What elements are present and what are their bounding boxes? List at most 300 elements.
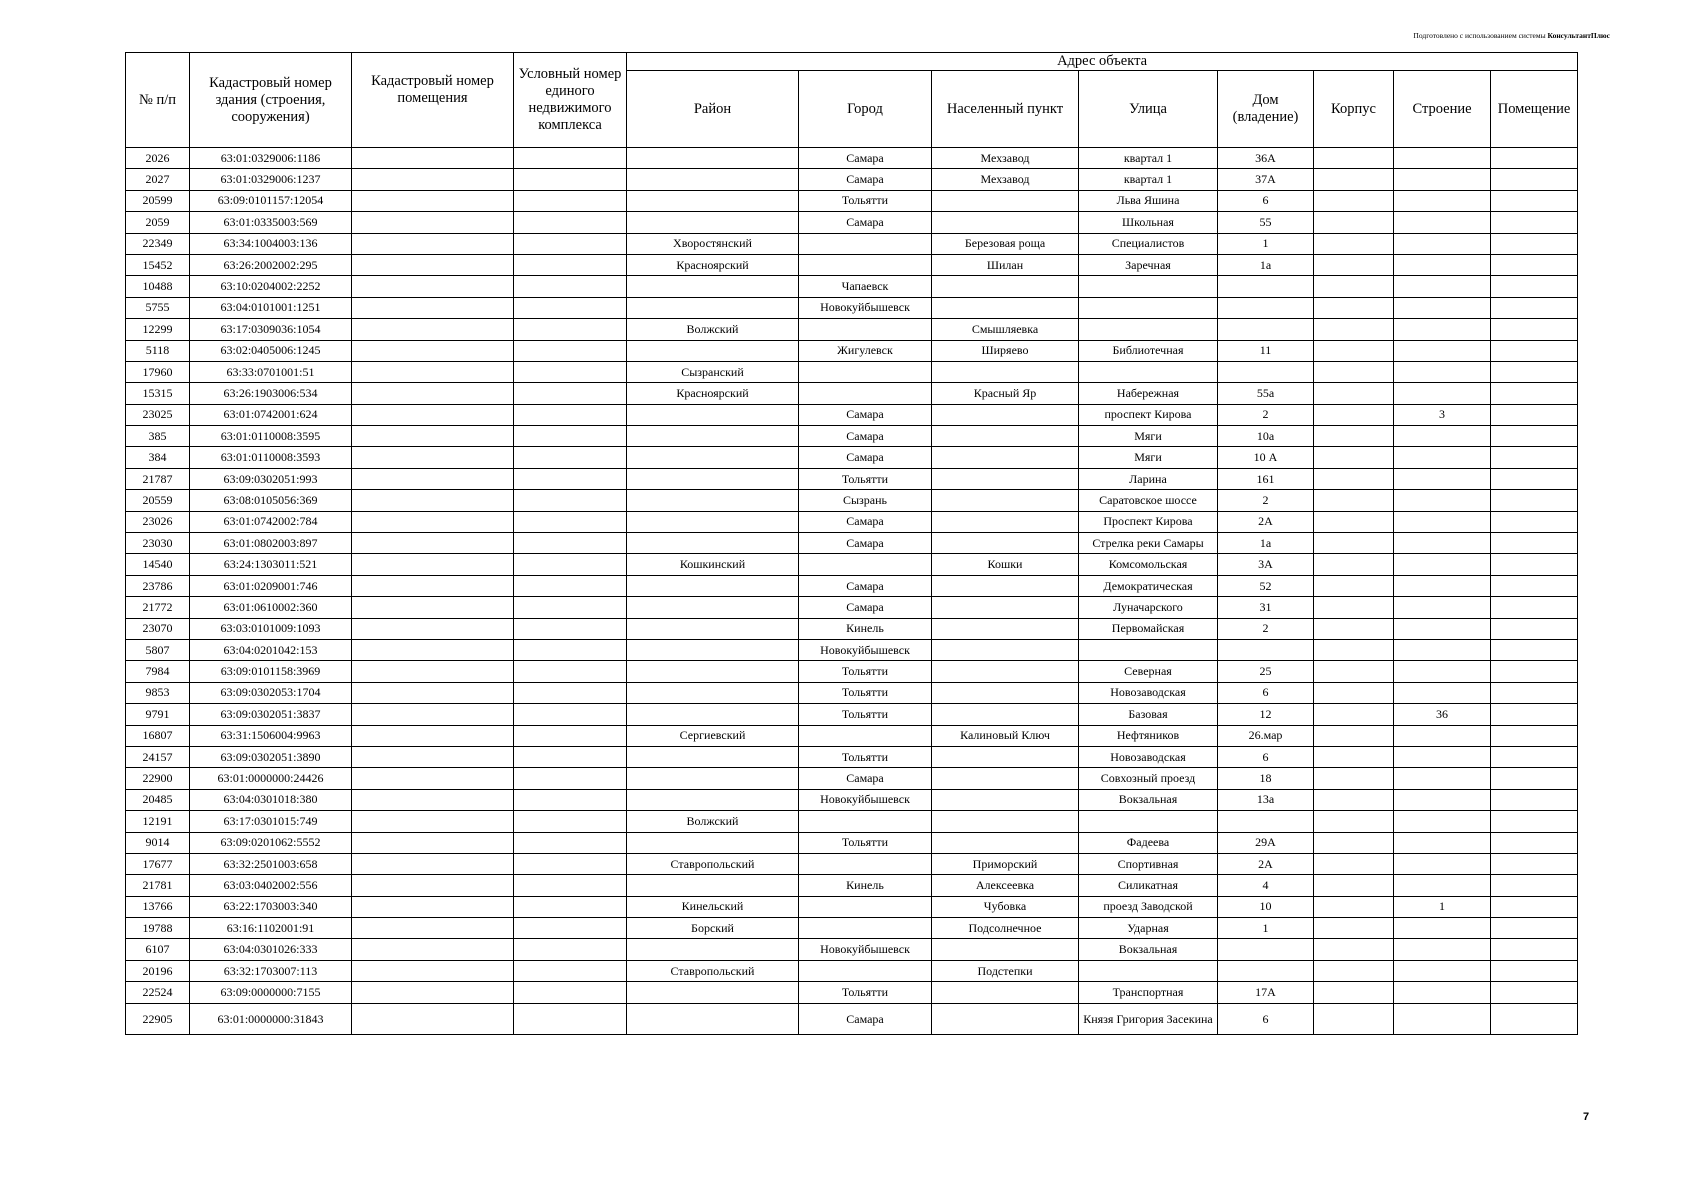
cell-house: 2 [1218, 404, 1314, 425]
cell-settlement [932, 639, 1079, 660]
table-row [126, 661, 1578, 682]
table-row [126, 746, 1578, 767]
table-row [126, 768, 1578, 789]
cell-korpus [1314, 618, 1394, 639]
cell-cond-number [514, 746, 627, 767]
cell-city: Самара [799, 404, 932, 425]
cell-settlement: Чубовка [932, 896, 1079, 917]
cell-house: 18 [1218, 768, 1314, 789]
cell-cad-building: 63:09:0302051:3890 [190, 746, 352, 767]
cell-cad-premise [352, 661, 514, 682]
cell-city: Сызрань [799, 490, 932, 511]
cell-street [1079, 960, 1218, 981]
cell-street: Северная [1079, 661, 1218, 682]
cell-room [1491, 212, 1578, 233]
cell-city: Тольятти [799, 704, 932, 725]
cell-house: 2А [1218, 853, 1314, 874]
cell-cad-premise [352, 725, 514, 746]
cell-building [1394, 340, 1491, 361]
cell-cad-building: 63:04:0301026:333 [190, 939, 352, 960]
cell-room [1491, 746, 1578, 767]
cell-cad-premise [352, 618, 514, 639]
cell-street: Комсомольская [1079, 554, 1218, 575]
cell-cond-number [514, 447, 627, 468]
cell-street: Базовая [1079, 704, 1218, 725]
cell-room [1491, 190, 1578, 211]
table-row [126, 639, 1578, 660]
cell-district: Красноярский [627, 254, 799, 275]
cadastral-objects-table [125, 52, 1578, 1035]
cell-settlement [932, 1003, 1079, 1034]
cell-korpus [1314, 404, 1394, 425]
cell-room [1491, 939, 1578, 960]
cell-room [1491, 896, 1578, 917]
cell-num: 17677 [126, 853, 190, 874]
cell-room [1491, 575, 1578, 596]
cell-settlement [932, 768, 1079, 789]
cell-house: 1 [1218, 918, 1314, 939]
cell-district [627, 190, 799, 211]
cell-building [1394, 661, 1491, 682]
cell-street: Новозаводская [1079, 682, 1218, 703]
cell-building [1394, 575, 1491, 596]
cell-district [627, 639, 799, 660]
cell-house: 10 [1218, 896, 1314, 917]
cell-building [1394, 725, 1491, 746]
cell-cad-premise [352, 789, 514, 810]
cell-house: 52 [1218, 575, 1314, 596]
col-header-city: Город [799, 71, 932, 148]
cell-cad-premise [352, 896, 514, 917]
cell-house: 6 [1218, 190, 1314, 211]
cell-house [1218, 811, 1314, 832]
cell-cond-number [514, 896, 627, 917]
cell-cond-number [514, 725, 627, 746]
table-row [126, 725, 1578, 746]
cell-cond-number [514, 319, 627, 340]
table-row [126, 276, 1578, 297]
cell-city: Самара [799, 511, 932, 532]
cell-cad-building: 63:09:0302051:3837 [190, 704, 352, 725]
cell-building [1394, 682, 1491, 703]
cell-settlement [932, 276, 1079, 297]
cell-room [1491, 297, 1578, 318]
cell-building [1394, 832, 1491, 853]
cell-district [627, 768, 799, 789]
cell-city: Тольятти [799, 746, 932, 767]
cell-cad-premise [352, 276, 514, 297]
cell-num: 23786 [126, 575, 190, 596]
cell-cad-premise [352, 811, 514, 832]
cell-house: 10 А [1218, 447, 1314, 468]
cell-room [1491, 960, 1578, 981]
col-header-address-group: Адрес объекта [627, 53, 1578, 71]
cell-cond-number [514, 918, 627, 939]
col-header-cad-building: Кадастровый номер здания (строения, сооружения) [190, 53, 352, 148]
cell-room [1491, 468, 1578, 489]
cell-street [1079, 811, 1218, 832]
table-row [126, 319, 1578, 340]
cell-district [627, 1003, 799, 1034]
cell-room [1491, 789, 1578, 810]
cell-settlement [932, 447, 1079, 468]
cell-cad-building: 63:01:0802003:897 [190, 533, 352, 554]
cell-district: Хворостянский [627, 233, 799, 254]
col-header-korpus: Корпус [1314, 71, 1394, 148]
cell-cad-premise [352, 832, 514, 853]
cell-district [627, 148, 799, 169]
table-row [126, 490, 1578, 511]
cell-district: Ставропольский [627, 853, 799, 874]
cell-korpus [1314, 1003, 1394, 1034]
cell-korpus [1314, 276, 1394, 297]
cell-cad-premise [352, 297, 514, 318]
cell-num: 15452 [126, 254, 190, 275]
cell-district [627, 939, 799, 960]
cell-street: квартал 1 [1079, 148, 1218, 169]
cell-cad-building: 63:04:0101001:1251 [190, 297, 352, 318]
cell-cad-building: 63:32:2501003:658 [190, 853, 352, 874]
cell-settlement [932, 982, 1079, 1003]
watermark-brand: КонсультантПлюс [1547, 31, 1610, 40]
cell-city: Самара [799, 169, 932, 190]
cell-cad-building: 63:31:1506004:9963 [190, 725, 352, 746]
cell-settlement [932, 746, 1079, 767]
cell-building [1394, 490, 1491, 511]
cell-cad-premise [352, 1003, 514, 1034]
cell-cond-number [514, 853, 627, 874]
table-row [126, 340, 1578, 361]
cell-street: Князя Григория Засекина [1079, 1003, 1218, 1034]
cell-cad-premise [352, 704, 514, 725]
cell-korpus [1314, 212, 1394, 233]
cell-settlement [932, 490, 1079, 511]
cell-cond-number [514, 982, 627, 1003]
cell-house: 13а [1218, 789, 1314, 810]
cell-district: Волжский [627, 811, 799, 832]
cell-building [1394, 918, 1491, 939]
cell-building [1394, 233, 1491, 254]
cell-district [627, 404, 799, 425]
cell-settlement: Кошки [932, 554, 1079, 575]
cell-street [1079, 361, 1218, 382]
cell-street [1079, 639, 1218, 660]
cell-house: 4 [1218, 875, 1314, 896]
cell-num: 16807 [126, 725, 190, 746]
cell-num: 22524 [126, 982, 190, 1003]
cell-settlement [932, 704, 1079, 725]
cell-cad-building: 63:09:0101158:3969 [190, 661, 352, 682]
cell-city: Чапаевск [799, 276, 932, 297]
cell-korpus [1314, 939, 1394, 960]
cell-num: 23030 [126, 533, 190, 554]
cell-cond-number [514, 297, 627, 318]
cell-cond-number [514, 426, 627, 447]
col-header-num: № п/п [126, 53, 190, 148]
cell-num: 5118 [126, 340, 190, 361]
cell-house [1218, 319, 1314, 340]
cell-city [799, 896, 932, 917]
cell-cad-building: 63:24:1303011:521 [190, 554, 352, 575]
cell-street: Первомайская [1079, 618, 1218, 639]
cell-cad-premise [352, 746, 514, 767]
cell-cad-building: 63:09:0302053:1704 [190, 682, 352, 703]
cell-cond-number [514, 468, 627, 489]
cell-cad-premise [352, 875, 514, 896]
cell-room [1491, 533, 1578, 554]
cell-cad-building: 63:09:0302051:993 [190, 468, 352, 489]
cell-num: 5755 [126, 297, 190, 318]
cell-room [1491, 404, 1578, 425]
cell-cond-number [514, 533, 627, 554]
cell-korpus [1314, 682, 1394, 703]
cell-cond-number [514, 704, 627, 725]
cell-settlement: Калиновый Ключ [932, 725, 1079, 746]
table-row [126, 383, 1578, 404]
cell-city: Самара [799, 533, 932, 554]
cell-city: Самара [799, 148, 932, 169]
cell-district [627, 746, 799, 767]
cell-settlement [932, 361, 1079, 382]
cell-building [1394, 319, 1491, 340]
cell-cad-premise [352, 554, 514, 575]
col-header-street: Улица [1079, 71, 1218, 148]
cell-cond-number [514, 190, 627, 211]
cell-cad-building: 63:03:0402002:556 [190, 875, 352, 896]
cell-district [627, 533, 799, 554]
cell-district [627, 661, 799, 682]
cell-district [627, 875, 799, 896]
cell-district: Волжский [627, 319, 799, 340]
cell-house: 11 [1218, 340, 1314, 361]
table-row [126, 575, 1578, 596]
cell-district [627, 297, 799, 318]
cell-district [627, 426, 799, 447]
cell-district [627, 511, 799, 532]
cell-building: 1 [1394, 896, 1491, 917]
cell-building [1394, 276, 1491, 297]
cell-num: 2027 [126, 169, 190, 190]
cell-korpus [1314, 233, 1394, 254]
cell-room [1491, 661, 1578, 682]
table-row [126, 554, 1578, 575]
table-row [126, 212, 1578, 233]
cell-cad-building: 63:01:0000000:24426 [190, 768, 352, 789]
cell-street [1079, 276, 1218, 297]
cell-cad-building: 63:01:0329006:1237 [190, 169, 352, 190]
table-row [126, 169, 1578, 190]
cell-cad-building: 63:10:0204002:2252 [190, 276, 352, 297]
cell-settlement: Березовая роща [932, 233, 1079, 254]
cell-city: Жигулевск [799, 340, 932, 361]
cell-num: 6107 [126, 939, 190, 960]
cell-city: Тольятти [799, 682, 932, 703]
cell-settlement [932, 811, 1079, 832]
cell-cad-premise [352, 918, 514, 939]
cell-building [1394, 447, 1491, 468]
cell-building [1394, 212, 1491, 233]
cell-street: Спортивная [1079, 853, 1218, 874]
cell-city: Самара [799, 1003, 932, 1034]
cell-street: Транспортная [1079, 982, 1218, 1003]
cell-num: 21787 [126, 468, 190, 489]
cell-settlement: Красный Яр [932, 383, 1079, 404]
cell-street: Ударная [1079, 918, 1218, 939]
cell-house: 3А [1218, 554, 1314, 575]
cell-street: Луначарского [1079, 597, 1218, 618]
cell-cond-number [514, 404, 627, 425]
cell-cad-premise [352, 212, 514, 233]
table-row [126, 148, 1578, 169]
cell-street: Демократическая [1079, 575, 1218, 596]
cell-cad-building: 63:09:0000000:7155 [190, 982, 352, 1003]
cell-settlement [932, 404, 1079, 425]
cell-city: Новокуйбышевск [799, 297, 932, 318]
cell-house: 2 [1218, 490, 1314, 511]
cell-cad-building: 63:17:0301015:749 [190, 811, 352, 832]
cell-building [1394, 875, 1491, 896]
cell-cond-number [514, 148, 627, 169]
cell-cad-building: 63:01:0110008:3595 [190, 426, 352, 447]
cell-room [1491, 554, 1578, 575]
cell-street: Ларина [1079, 468, 1218, 489]
cell-street: Мяги [1079, 426, 1218, 447]
cell-korpus [1314, 896, 1394, 917]
cell-city: Тольятти [799, 982, 932, 1003]
table-row [126, 939, 1578, 960]
table-header [126, 53, 1578, 148]
cell-settlement [932, 789, 1079, 810]
cell-num: 19788 [126, 918, 190, 939]
cell-room [1491, 618, 1578, 639]
cell-building [1394, 960, 1491, 981]
cell-house: 2А [1218, 511, 1314, 532]
cell-cad-building: 63:09:0101157:12054 [190, 190, 352, 211]
table-row [126, 618, 1578, 639]
cell-cad-building: 63:01:0110008:3593 [190, 447, 352, 468]
cell-street: Библиотечная [1079, 340, 1218, 361]
cell-settlement [932, 832, 1079, 853]
cell-house [1218, 939, 1314, 960]
cell-cad-premise [352, 768, 514, 789]
cell-street: Проспект Кирова [1079, 511, 1218, 532]
cell-cad-building: 63:01:0335003:569 [190, 212, 352, 233]
cell-cad-premise [352, 233, 514, 254]
cell-street: Школьная [1079, 212, 1218, 233]
cell-house: 31 [1218, 597, 1314, 618]
cell-house: 55а [1218, 383, 1314, 404]
cell-cad-building: 63:17:0309036:1054 [190, 319, 352, 340]
cell-cond-number [514, 618, 627, 639]
cell-cad-premise [352, 511, 514, 532]
cell-num: 22349 [126, 233, 190, 254]
cell-cond-number [514, 811, 627, 832]
cell-korpus [1314, 426, 1394, 447]
cell-street: Стрелка реки Самары [1079, 533, 1218, 554]
table-row [126, 426, 1578, 447]
cell-room [1491, 682, 1578, 703]
cell-cad-building: 63:26:1903006:534 [190, 383, 352, 404]
cell-settlement [932, 533, 1079, 554]
cell-cad-premise [352, 169, 514, 190]
cell-city: Тольятти [799, 468, 932, 489]
cell-cad-premise [352, 533, 514, 554]
col-header-house: Дом (владение) [1218, 71, 1314, 148]
cell-street: Заречная [1079, 254, 1218, 275]
table-row [126, 918, 1578, 939]
cell-korpus [1314, 575, 1394, 596]
cell-cad-premise [352, 404, 514, 425]
cell-settlement [932, 618, 1079, 639]
cell-korpus [1314, 960, 1394, 981]
cell-district: Борский [627, 918, 799, 939]
cell-cond-number [514, 875, 627, 896]
cell-house: 1а [1218, 533, 1314, 554]
cell-korpus [1314, 319, 1394, 340]
col-header-building: Строение [1394, 71, 1491, 148]
cell-cond-number [514, 682, 627, 703]
cell-korpus [1314, 533, 1394, 554]
cell-cad-building: 63:01:0329006:1186 [190, 148, 352, 169]
cell-cad-premise [352, 190, 514, 211]
cell-cond-number [514, 169, 627, 190]
cell-settlement [932, 661, 1079, 682]
cell-settlement [932, 575, 1079, 596]
cell-settlement [932, 468, 1079, 489]
cell-building [1394, 468, 1491, 489]
cell-cond-number [514, 832, 627, 853]
cell-cad-building: 63:32:1703007:113 [190, 960, 352, 981]
table-row [126, 960, 1578, 981]
cell-building [1394, 511, 1491, 532]
cell-district [627, 597, 799, 618]
cell-cond-number [514, 960, 627, 981]
cell-building [1394, 1003, 1491, 1034]
cell-korpus [1314, 297, 1394, 318]
cell-korpus [1314, 468, 1394, 489]
cell-building [1394, 746, 1491, 767]
cell-num: 9014 [126, 832, 190, 853]
cell-num: 5807 [126, 639, 190, 660]
cell-building [1394, 597, 1491, 618]
table-body [126, 148, 1578, 1035]
cell-house: 1а [1218, 254, 1314, 275]
cell-num: 22900 [126, 768, 190, 789]
cell-cad-premise [352, 597, 514, 618]
cell-city [799, 918, 932, 939]
cell-num: 22905 [126, 1003, 190, 1034]
cell-building: 36 [1394, 704, 1491, 725]
cell-room [1491, 490, 1578, 511]
cell-house [1218, 276, 1314, 297]
cell-building [1394, 361, 1491, 382]
page-number: 7 [1583, 1111, 1590, 1123]
cell-cond-number [514, 276, 627, 297]
cell-korpus [1314, 982, 1394, 1003]
cell-building [1394, 297, 1491, 318]
cell-room [1491, 853, 1578, 874]
cell-building [1394, 853, 1491, 874]
cell-street: проезд Заводской [1079, 896, 1218, 917]
cell-cad-building: 63:34:1004003:136 [190, 233, 352, 254]
cell-district [627, 982, 799, 1003]
cell-num: 23070 [126, 618, 190, 639]
cell-cond-number [514, 254, 627, 275]
cell-num: 17960 [126, 361, 190, 382]
cell-house: 1 [1218, 233, 1314, 254]
table-row [126, 832, 1578, 853]
cell-cond-number [514, 768, 627, 789]
